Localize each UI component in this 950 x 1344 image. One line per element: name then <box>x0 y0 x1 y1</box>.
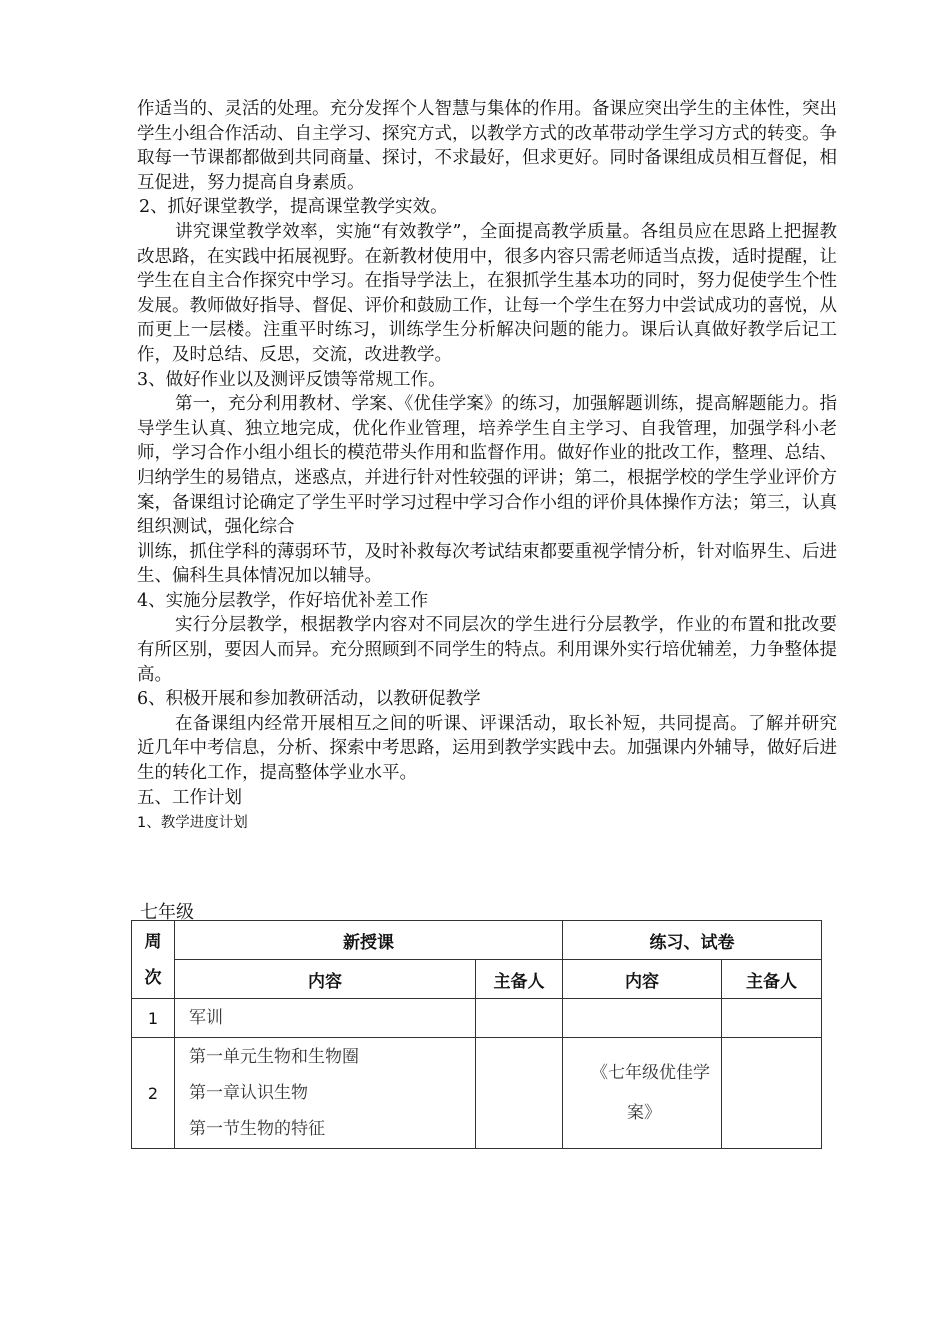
week-header <box>132 921 175 999</box>
practice-content-cell <box>563 999 722 1038</box>
content-cell <box>175 1038 476 1149</box>
practice-preparer-header: 主备人 <box>722 960 822 999</box>
table-header-row <box>132 921 822 960</box>
practice-content-cell <box>563 1038 722 1149</box>
content-line: 第一单元生物和生物圈 <box>189 1047 359 1067</box>
table-subheader-row <box>132 960 822 999</box>
practice-content-header: 内容 <box>563 960 722 999</box>
table-row <box>132 999 822 1038</box>
section-title: 五、工作计划 <box>137 787 242 808</box>
preparer-header: 主备人 <box>476 960 563 999</box>
practice-header: 练习、试卷 <box>563 921 822 960</box>
heading-6: 6、积极开展和参加教研活动，以教研促教学 <box>137 689 481 710</box>
new-lessons-header: 新授课 <box>175 921 563 960</box>
heading-3: 3、做好作业以及测评反馈等常规工作。 <box>137 369 446 390</box>
heading-2: 2、抓好课堂教学，提高课堂教学实效。 <box>139 197 448 218</box>
content-cell <box>175 999 476 1038</box>
week-header-line-2: 次 <box>144 967 162 988</box>
subsection-title: 1、教学进度计划 <box>137 815 248 832</box>
body-text <box>137 97 837 836</box>
paragraph-6: 在备课组内经常开展相互之间的听课、评课活动，取长补短，共同提高。了解并研究近几年中考信息，分析、探索中考思路，运用到教学实践中去。加强课内外辅导，做好后进生的转化工作，提高整体学业水平。 <box>137 713 837 784</box>
paragraph-1: 作适当的、灵活的处理。充分发挥个人智慧与集体的作用。备课应突出学生的主体性，突出学生小组合作活动、自主学习、探究方式，以教学方式的改革带动学生学习方式的转变。争取每一节课都都做到共同商量、探讨，不求最好，但求更好。同时备课组成员相互督促，相互促进，努力提高自身素质。 <box>137 99 837 193</box>
preparer-cell <box>476 1038 563 1149</box>
practice-line: 案》 <box>627 1103 661 1123</box>
table-row <box>132 1038 822 1149</box>
practice-preparer-cell <box>722 999 822 1038</box>
grade-label: 七年级 <box>140 902 194 923</box>
heading-4: 4、实施分层教学，作好培优补差工作 <box>137 590 429 611</box>
practice-preparer-cell <box>722 1038 822 1149</box>
paragraph-2: 讲究课堂教学效率，实施“有效教学”，全面提高教学质量。各组员应在思路上把握教改思路，在实践中拓展视野。在新教材使用中，很多内容只需老师适当点拨，适时提醒，让学生在自主合作探究中学习。在指导学法上，在狠抓学生基本功的同时，努力促使学生个性发展。教师做好指导、督促、评价和鼓励工作，让每一个学生在努力中尝试成功的喜悦，从而更上一层楼。注重平时练习，训练学生分析解决问题的能力。课后认真做好教学后记工作，及时总结、反思，交流，改进教学。 <box>137 221 837 365</box>
content-line: 第一章认识生物 <box>189 1083 308 1103</box>
week-header-line-1: 周 <box>144 931 162 952</box>
paragraph-4: 实行分层教学，根据教学内容对不同层次的学生进行分层教学，作业的布置和批改要有所区别，要因人而异。充分照顾到不同学生的特点。利用课外实行培优辅差，力争整体提高。 <box>137 615 837 685</box>
content-line: 军训 <box>189 1008 223 1028</box>
week-cell: 1 <box>132 999 175 1038</box>
schedule-table <box>131 920 822 1149</box>
paragraph-3b: 训练，抓住学科的薄弱环节，及时补救每次考试结束都要重视学情分析，针对临界生、后进生、偏科生具体情况加以辅导。 <box>137 541 837 587</box>
content-line: 第一节生物的特征 <box>189 1119 325 1139</box>
content-header: 内容 <box>175 960 476 999</box>
preparer-cell <box>476 999 563 1038</box>
paragraph-3: 第一，充分利用教材、学案、《优佳学案》的练习，加强解题训练，提高解题能力。指导学生认真、独立地完成，优化作业管理，培养学生自主学习、自我管理，加强学科小老师，学习合作小组小组长的模范带头作用和监督作用。做好作业的批改工作，整理、总结、归纳学生的易错点，迷惑点，并进行针对性较强的评讲；第二，根据学校的学生学业评价方案，备课组讨论确定了学生平时学习过程中学习合作小组的评价具体操作方法；第三，认真组织测试，强化综合 <box>137 394 837 538</box>
practice-line: 《七年级优佳学 <box>591 1063 710 1083</box>
week-cell: 2 <box>132 1038 175 1149</box>
